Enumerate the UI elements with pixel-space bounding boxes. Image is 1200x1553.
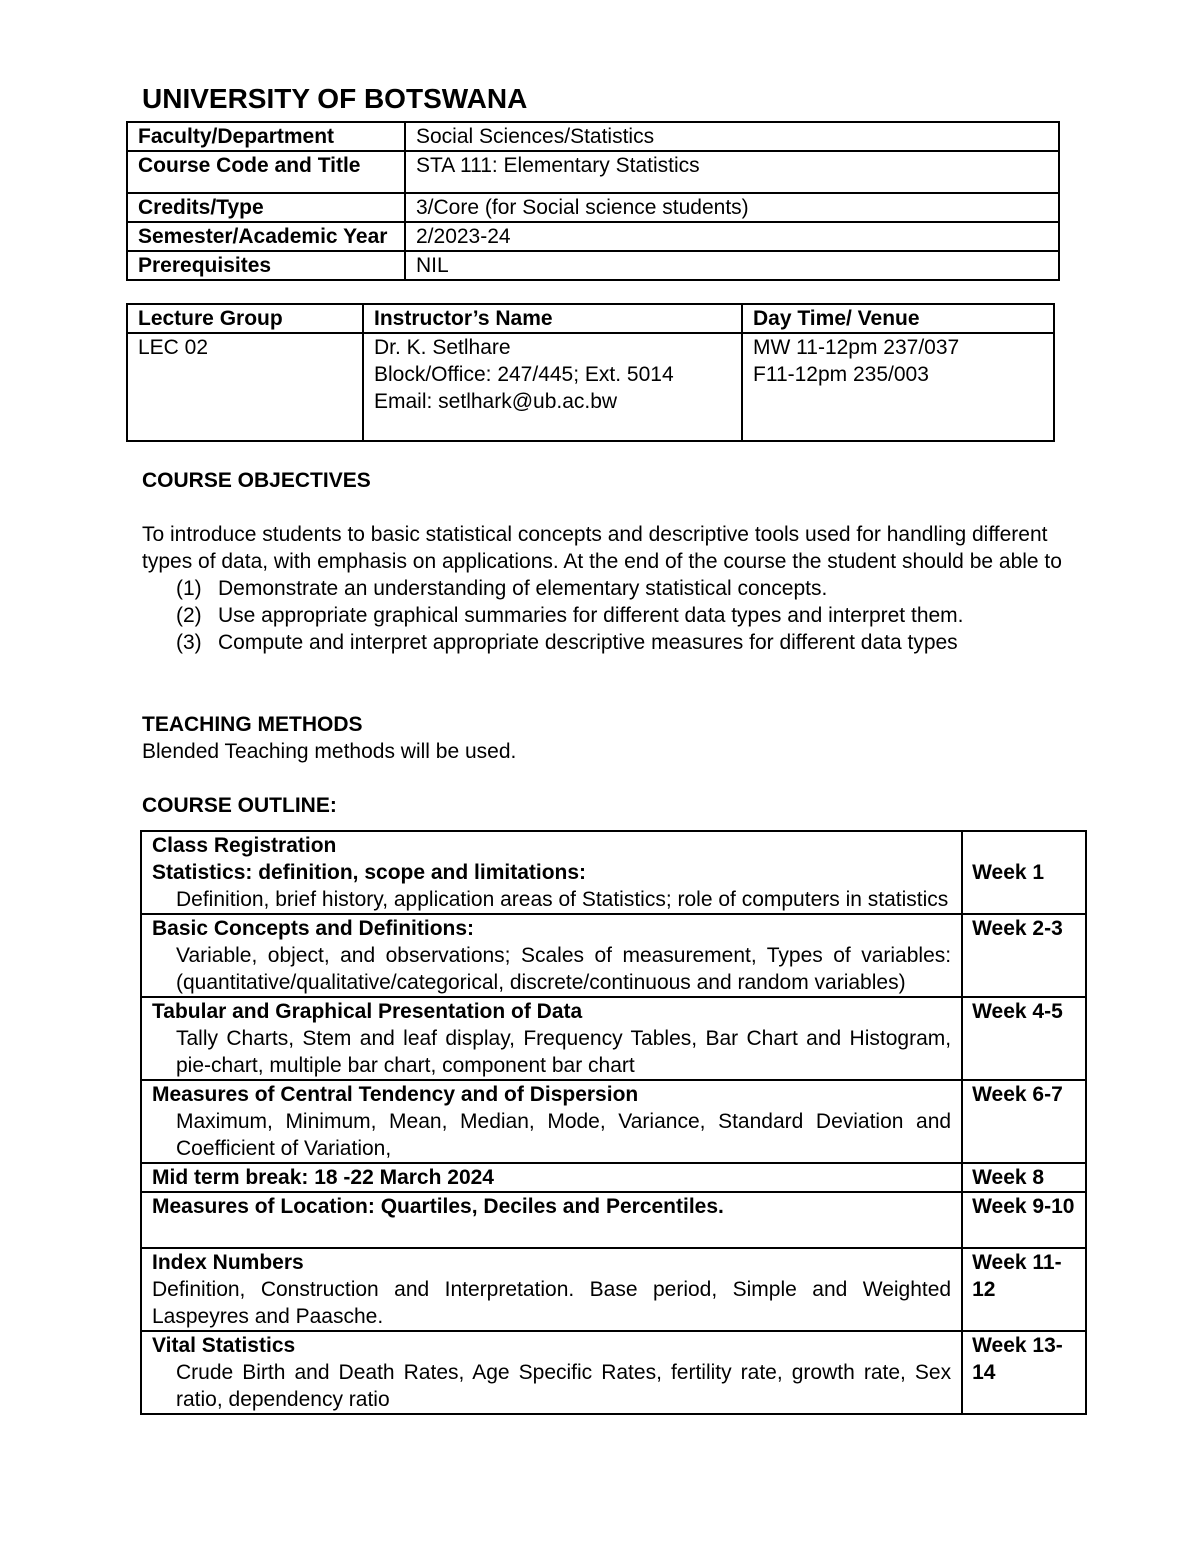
objectives-list xyxy=(142,575,1087,656)
outline-topic-desc: Crude Birth and Death Rates, Age Specific Rates, fertility rate, growth rate, Sex ratio, dependency ratio xyxy=(176,1361,952,1411)
faculty-value: Social Sciences/Statistics xyxy=(405,122,1059,151)
outline-topic-title: Measures of Central Tendency and of Dispersion xyxy=(152,1083,639,1106)
instructor-header: Instructor’s Name xyxy=(363,304,742,333)
outline-topic-desc: Maximum, Minimum, Mean, Median, Mode, Variance, Standard Deviation and Coefficient of Variation, xyxy=(176,1110,952,1160)
credits-value: 3/Core (for Social science students) xyxy=(405,193,1059,222)
outline-topic-title: Statistics: definition, scope and limitations: xyxy=(152,861,587,884)
table-row xyxy=(141,1192,1086,1248)
instructor-details xyxy=(363,333,742,441)
outline-topic xyxy=(141,1248,962,1331)
outline-topic xyxy=(141,1331,962,1414)
table-row xyxy=(127,122,1059,151)
list-text: Use appropriate graphical summaries for different data types and interpret them. xyxy=(218,604,964,627)
table-row xyxy=(141,1331,1086,1414)
outline-topic xyxy=(141,997,962,1080)
schedule-line: MW 11-12pm 237/037 xyxy=(753,336,960,359)
table-row xyxy=(141,914,1086,997)
course-objectives-section xyxy=(142,467,1087,656)
list-item xyxy=(142,602,1087,629)
lecture-group-header: Lecture Group xyxy=(127,304,363,333)
outline-heading: COURSE OUTLINE: xyxy=(142,794,337,817)
schedule-details xyxy=(742,333,1054,441)
outline-topic-title: Tabular and Graphical Presentation of Data xyxy=(152,1000,583,1023)
credits-label: Credits/Type xyxy=(127,193,405,222)
outline-pre-title: Class Registration xyxy=(152,834,337,857)
faculty-label: Faculty/Department xyxy=(127,122,405,151)
prerequisites-value: NIL xyxy=(405,251,1059,280)
outline-week: Week 2-3 xyxy=(962,914,1086,997)
list-text: Demonstrate an understanding of elementary statistical concepts. xyxy=(218,577,828,600)
table-row xyxy=(127,251,1059,280)
instructor-email: Email: setlhark@ub.ac.bw xyxy=(374,390,618,413)
outline-topic-title: Index Numbers xyxy=(152,1251,304,1274)
day-time-venue-header: Day Time/ Venue xyxy=(742,304,1054,333)
outline-topic-title: Mid term break: 18 -22 March 2024 xyxy=(152,1166,494,1189)
outline-week: Week 6-7 xyxy=(962,1080,1086,1163)
teaching-text: Blended Teaching methods will be used. xyxy=(142,740,517,763)
table-row xyxy=(141,997,1086,1080)
objectives-intro: To introduce students to basic statistical concepts and descriptive tools used for handling different types of data, with emphasis on applications. At the end of the course the student should be able to xyxy=(142,523,1062,573)
outline-topic-desc: Definition, brief history, application areas of Statistics; role of computers in statistics xyxy=(176,888,949,911)
outline-topic xyxy=(141,914,962,997)
page-title: UNIVERSITY OF BOTSWANA xyxy=(142,83,528,114)
course-code-label: Course Code and Title xyxy=(127,151,405,193)
outline-topic-title: Measures of Location: Quartiles, Deciles and Percentiles. xyxy=(152,1195,724,1218)
list-item xyxy=(142,629,1087,656)
course-code-value: STA 111: Elementary Statistics xyxy=(405,151,1059,193)
outline-week: Week 4-5 xyxy=(962,997,1086,1080)
table-row xyxy=(141,1163,1086,1192)
lecture-table xyxy=(126,303,1055,442)
outline-topic-desc: Tally Charts, Stem and leaf display, Frequency Tables, Bar Chart and Histogram, pie-chart, multiple bar chart, component bar chart xyxy=(176,1027,952,1077)
table-row xyxy=(127,151,1059,193)
list-item xyxy=(142,575,1087,602)
outline-week xyxy=(962,831,1086,914)
list-number: (1) xyxy=(176,577,202,600)
table-row xyxy=(141,1248,1086,1331)
outline-topic-desc: Definition, Construction and Interpretation. Base period, Simple and Weighted Laspeyres and Paasche. xyxy=(152,1278,952,1328)
teaching-methods-section xyxy=(142,711,1087,765)
outline-week: Week 9-10 xyxy=(962,1192,1086,1248)
schedule-line: F11-12pm 235/003 xyxy=(753,363,929,386)
instructor-office: Block/Office: 247/445; Ext. 5014 xyxy=(374,363,674,386)
course-outline-table xyxy=(140,830,1087,1415)
table-row xyxy=(127,193,1059,222)
instructor-name: Dr. K. Setlhare xyxy=(374,336,511,359)
outline-topic-title: Basic Concepts and Definitions: xyxy=(152,917,475,940)
teaching-heading: TEACHING METHODS xyxy=(142,713,363,736)
outline-topic-title: Vital Statistics xyxy=(152,1334,296,1357)
lecture-group-value: LEC 02 xyxy=(127,333,363,441)
list-text: Compute and interpret appropriate descriptive measures for different data types xyxy=(218,631,958,654)
outline-week: Week 8 xyxy=(962,1163,1086,1192)
outline-week: Week 11-12 xyxy=(962,1248,1086,1331)
semester-label: Semester/Academic Year xyxy=(127,222,405,251)
prerequisites-label: Prerequisites xyxy=(127,251,405,280)
table-row xyxy=(127,222,1059,251)
outline-topic xyxy=(141,1192,962,1248)
course-info-table xyxy=(126,121,1060,281)
objectives-heading: COURSE OBJECTIVES xyxy=(142,469,371,492)
table-row xyxy=(127,333,1054,441)
table-row xyxy=(141,1080,1086,1163)
list-number: (3) xyxy=(176,631,202,654)
outline-topic xyxy=(141,1163,962,1192)
outline-topic-desc: Variable, object, and observations; Scales of measurement, Types of variables: (quantitative/qualitative/categorical, discrete/continuous and random variables) xyxy=(176,944,952,994)
outline-topic xyxy=(141,831,962,914)
course-outline-heading-wrap xyxy=(142,792,1087,819)
list-number: (2) xyxy=(176,604,202,627)
semester-value: 2/2023-24 xyxy=(405,222,1059,251)
outline-week-label: Week 1 xyxy=(972,861,1045,884)
outline-week: Week 13-14 xyxy=(962,1331,1086,1414)
outline-topic xyxy=(141,1080,962,1163)
table-row xyxy=(141,831,1086,914)
table-row xyxy=(127,304,1054,333)
